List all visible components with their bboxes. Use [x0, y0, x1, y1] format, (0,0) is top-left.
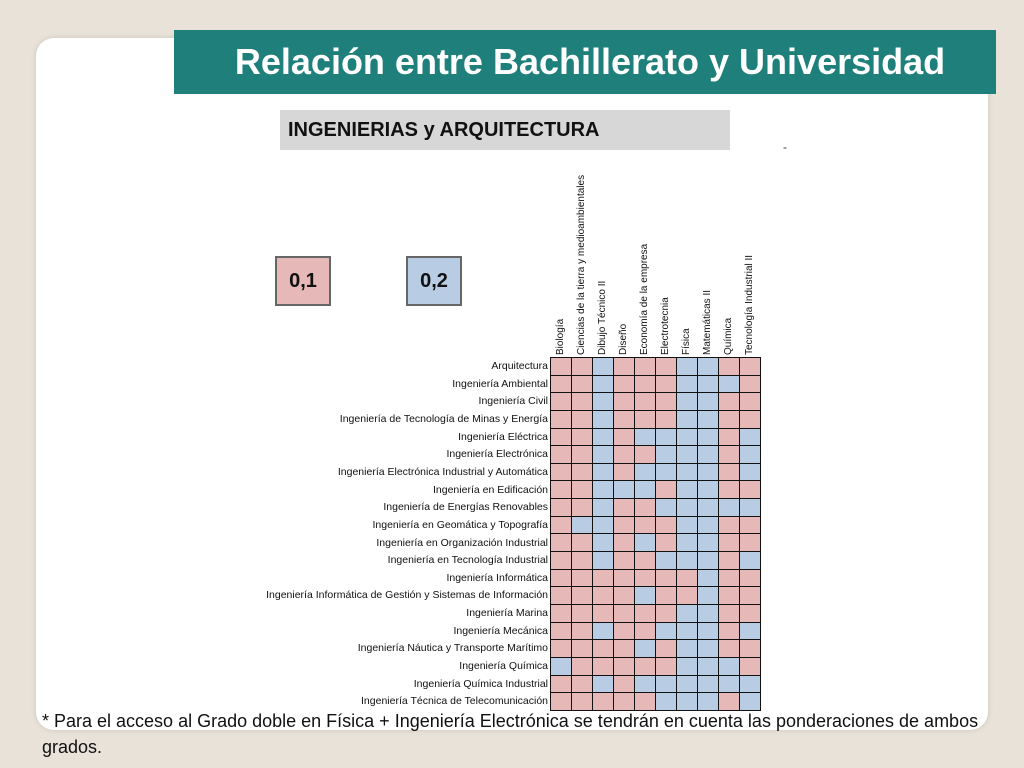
weight-cell: [677, 429, 697, 446]
weight-cell: [614, 358, 634, 375]
row-label: Ingeniería Informática de Gestión y Sistemas de Información: [266, 589, 548, 602]
weight-cell: [572, 658, 592, 675]
weight-cell: [614, 481, 634, 498]
weight-cell: [656, 481, 676, 498]
weight-cell: [698, 534, 718, 551]
weight-cell: [656, 640, 676, 657]
weight-cell: [677, 517, 697, 534]
row-label: Ingeniería Electrónica Industrial y Automática: [337, 465, 548, 478]
weight-cell: [593, 393, 613, 410]
weight-cell: [719, 658, 739, 675]
weight-cell: [635, 376, 655, 393]
weight-cell: [740, 570, 760, 587]
weight-cell: [656, 429, 676, 446]
weight-cell: [551, 499, 571, 516]
weight-cell: [593, 517, 613, 534]
weight-cell: [698, 552, 718, 569]
weight-cell: [614, 552, 634, 569]
weight-cell: [614, 376, 634, 393]
weight-cell: [719, 481, 739, 498]
weight-cell: [593, 552, 613, 569]
column-label: Economía de la empresa: [639, 243, 650, 355]
column-label: Diseño: [618, 323, 629, 355]
weight-cell: [698, 587, 718, 604]
weight-cell: [740, 411, 760, 428]
weight-cell: [719, 376, 739, 393]
weight-cell: [572, 393, 592, 410]
weight-cell: [593, 429, 613, 446]
weight-cell: [572, 534, 592, 551]
weight-cell: [551, 605, 571, 622]
weight-cell: [635, 587, 655, 604]
row-label: Ingeniería Química: [459, 660, 548, 673]
weight-cell: [572, 587, 592, 604]
weight-cell: [572, 446, 592, 463]
weight-cell: [614, 676, 634, 693]
weight-cell: [698, 411, 718, 428]
row-label: Ingeniería Mecánica: [453, 624, 548, 637]
legend-weight-low: 0,1: [275, 256, 331, 306]
row-label: Ingeniería Técnica de Telecomunicación: [361, 695, 548, 708]
weight-cell: [635, 552, 655, 569]
weight-cell: [740, 587, 760, 604]
weight-cell: [593, 676, 613, 693]
weight-cell: [677, 376, 697, 393]
weight-cell: [635, 605, 655, 622]
weight-cell: [719, 587, 739, 604]
weight-cell: [719, 499, 739, 516]
row-label: Ingeniería de Energías Renovables: [383, 501, 548, 514]
weight-cell: [719, 534, 739, 551]
column-label: Física: [681, 328, 692, 355]
weight-cell: [572, 429, 592, 446]
weight-cell: [635, 517, 655, 534]
weight-cell: [635, 570, 655, 587]
weight-cell: [593, 640, 613, 657]
weight-cell: [593, 411, 613, 428]
row-label: Ingeniería en Organización Industrial: [376, 536, 548, 549]
weight-cell: [677, 464, 697, 481]
weight-cell: [572, 499, 592, 516]
weight-cell: [593, 605, 613, 622]
weight-cell: [719, 464, 739, 481]
weight-cell: [614, 517, 634, 534]
slide-title: Relación entre Bachillerato y Universidad: [174, 30, 996, 94]
weight-cell: [551, 587, 571, 604]
weight-cell: [635, 534, 655, 551]
weight-cell: [677, 605, 697, 622]
weight-cell: [551, 358, 571, 375]
weight-cell: [614, 393, 634, 410]
weight-cell: [719, 429, 739, 446]
weight-cell: [656, 570, 676, 587]
weight-cell: [677, 676, 697, 693]
weight-cell: [572, 376, 592, 393]
weight-cell: [635, 640, 655, 657]
weight-cell: [635, 411, 655, 428]
weight-cell: [635, 499, 655, 516]
weight-cell: [698, 676, 718, 693]
weight-cell: [551, 464, 571, 481]
row-label: Ingeniería Marina: [466, 607, 548, 620]
weight-cell: [656, 587, 676, 604]
weight-cell: [551, 393, 571, 410]
weight-cell: [740, 552, 760, 569]
weighting-grid: [550, 357, 761, 711]
weight-cell: [719, 411, 739, 428]
weight-cell: [593, 499, 613, 516]
weight-cell: [551, 658, 571, 675]
weight-cell: [593, 481, 613, 498]
weight-cell: [614, 464, 634, 481]
weight-cell: [551, 623, 571, 640]
weight-cell: [572, 358, 592, 375]
stray-dash: -: [783, 140, 787, 154]
column-label: Tecnología Industrial II: [744, 254, 755, 355]
column-label: Biología: [555, 318, 566, 355]
weight-cell: [551, 570, 571, 587]
weight-cell: [740, 429, 760, 446]
weight-cell: [635, 446, 655, 463]
weight-cell: [677, 658, 697, 675]
weight-cell: [551, 517, 571, 534]
weight-cell: [740, 658, 760, 675]
column-label: Electrotecnia: [660, 297, 671, 355]
weight-cell: [677, 570, 697, 587]
weight-cell: [719, 358, 739, 375]
weight-cell: [677, 499, 697, 516]
weight-cell: [551, 534, 571, 551]
row-label: Ingeniería Electrónica: [446, 448, 548, 461]
weight-cell: [551, 429, 571, 446]
weight-cell: [635, 623, 655, 640]
weight-cell: [656, 446, 676, 463]
weight-cell: [677, 623, 697, 640]
weight-cell: [614, 570, 634, 587]
weight-cell: [656, 534, 676, 551]
weight-cell: [740, 393, 760, 410]
weight-cell: [677, 534, 697, 551]
weight-cell: [572, 640, 592, 657]
weight-cell: [698, 464, 718, 481]
weight-cell: [677, 411, 697, 428]
weight-cell: [551, 481, 571, 498]
weight-cell: [740, 481, 760, 498]
row-label: Ingeniería de Tecnología de Minas y Energía: [339, 412, 548, 425]
weight-cell: [656, 464, 676, 481]
row-label: Ingeniería en Edificación: [433, 483, 548, 496]
footnote: * Para el acceso al Grado doble en Física + Ingeniería Electrónica se tendrán en cuenta las ponderaciones de ambos grados.: [42, 711, 979, 757]
weight-cell: [614, 534, 634, 551]
weight-cell: [677, 481, 697, 498]
weight-cell: [551, 552, 571, 569]
weight-cell: [551, 376, 571, 393]
weight-cell: [677, 587, 697, 604]
weight-cell: [656, 552, 676, 569]
legend-weight-high: 0,2: [406, 256, 462, 306]
weight-cell: [740, 605, 760, 622]
weight-cell: [614, 446, 634, 463]
weight-cell: [740, 446, 760, 463]
weight-cell: [740, 376, 760, 393]
weight-cell: [677, 358, 697, 375]
weight-cell: [719, 393, 739, 410]
weight-cell: [572, 552, 592, 569]
weight-cell: [614, 605, 634, 622]
weight-cell: [698, 481, 718, 498]
weight-cell: [614, 499, 634, 516]
weight-cell: [572, 464, 592, 481]
row-label: Ingeniería Química Industrial: [413, 677, 548, 690]
weight-cell: [614, 658, 634, 675]
column-label: Ciencias de la tierra y medioambientales: [576, 174, 587, 355]
weight-cell: [740, 499, 760, 516]
weight-cell: [719, 570, 739, 587]
weight-cell: [698, 446, 718, 463]
weight-cell: [572, 605, 592, 622]
weight-cell: [698, 658, 718, 675]
weight-cell: [656, 658, 676, 675]
weight-cell: [551, 411, 571, 428]
row-label: Arquitectura: [491, 360, 548, 372]
weight-cell: [698, 570, 718, 587]
weight-cell: [635, 393, 655, 410]
weight-cell: [719, 517, 739, 534]
weight-cell: [635, 658, 655, 675]
weight-cell: [593, 446, 613, 463]
weight-cell: [719, 446, 739, 463]
weight-cell: [614, 411, 634, 428]
weight-cell: [719, 552, 739, 569]
weight-cell: [551, 640, 571, 657]
weight-cell: [593, 358, 613, 375]
weight-cell: [698, 640, 718, 657]
weight-cell: [572, 517, 592, 534]
column-label: Dibujo Técnico II: [597, 280, 608, 355]
weight-cell: [698, 623, 718, 640]
weight-cell: [572, 570, 592, 587]
weight-cell: [698, 393, 718, 410]
weight-cell: [635, 358, 655, 375]
weight-cell: [656, 623, 676, 640]
weight-cell: [698, 429, 718, 446]
column-label: Matemáticas II: [702, 289, 713, 355]
weight-cell: [572, 411, 592, 428]
column-label: Química: [723, 317, 734, 355]
weight-cell: [740, 676, 760, 693]
weight-cell: [635, 429, 655, 446]
weight-cell: [656, 393, 676, 410]
weight-cell: [698, 358, 718, 375]
row-label: Ingeniería Náutica y Transporte Marítimo: [357, 642, 548, 655]
weight-cell: [740, 358, 760, 375]
weight-cell: [740, 640, 760, 657]
weight-cell: [740, 517, 760, 534]
weight-cell: [740, 534, 760, 551]
weight-cell: [677, 446, 697, 463]
weight-cell: [614, 623, 634, 640]
weight-cell: [740, 464, 760, 481]
weight-cell: [635, 481, 655, 498]
row-label: Ingeniería en Geomática y Topografía: [372, 518, 548, 531]
weight-cell: [719, 676, 739, 693]
weight-cell: [656, 517, 676, 534]
row-label: Ingeniería Eléctrica: [458, 430, 548, 443]
weight-cell: [593, 587, 613, 604]
row-label: Ingeniería Ambiental: [452, 377, 548, 390]
weight-cell: [614, 587, 634, 604]
weight-cell: [740, 623, 760, 640]
weight-cell: [551, 676, 571, 693]
weight-cell: [698, 499, 718, 516]
weight-cell: [635, 676, 655, 693]
weight-cell: [656, 411, 676, 428]
weight-cell: [656, 376, 676, 393]
weight-cell: [593, 534, 613, 551]
weight-cell: [698, 605, 718, 622]
weight-cell: [593, 464, 613, 481]
weight-cell: [656, 676, 676, 693]
weight-cell: [719, 605, 739, 622]
row-label: Ingeniería en Tecnología Industrial: [387, 554, 548, 567]
weight-cell: [614, 429, 634, 446]
weight-cell: [656, 358, 676, 375]
weight-cell: [593, 376, 613, 393]
weight-cell: [572, 623, 592, 640]
weight-cell: [677, 552, 697, 569]
weight-cell: [677, 640, 697, 657]
weight-cell: [656, 499, 676, 516]
weight-cell: [593, 623, 613, 640]
weight-cell: [656, 605, 676, 622]
row-label: Ingeniería Informática: [446, 571, 548, 584]
weight-cell: [719, 640, 739, 657]
row-label: Ingeniería Civil: [478, 395, 548, 408]
weight-cell: [719, 623, 739, 640]
weight-cell: [614, 640, 634, 657]
weight-cell: [593, 658, 613, 675]
weight-cell: [593, 570, 613, 587]
weight-cell: [677, 393, 697, 410]
weight-cell: [572, 481, 592, 498]
weight-cell: [635, 464, 655, 481]
weight-cell: [572, 676, 592, 693]
weight-cell: [698, 376, 718, 393]
section-subtitle: INGENIERIAS y ARQUITECTURA: [280, 110, 730, 150]
weight-cell: [698, 517, 718, 534]
weight-cell: [551, 446, 571, 463]
